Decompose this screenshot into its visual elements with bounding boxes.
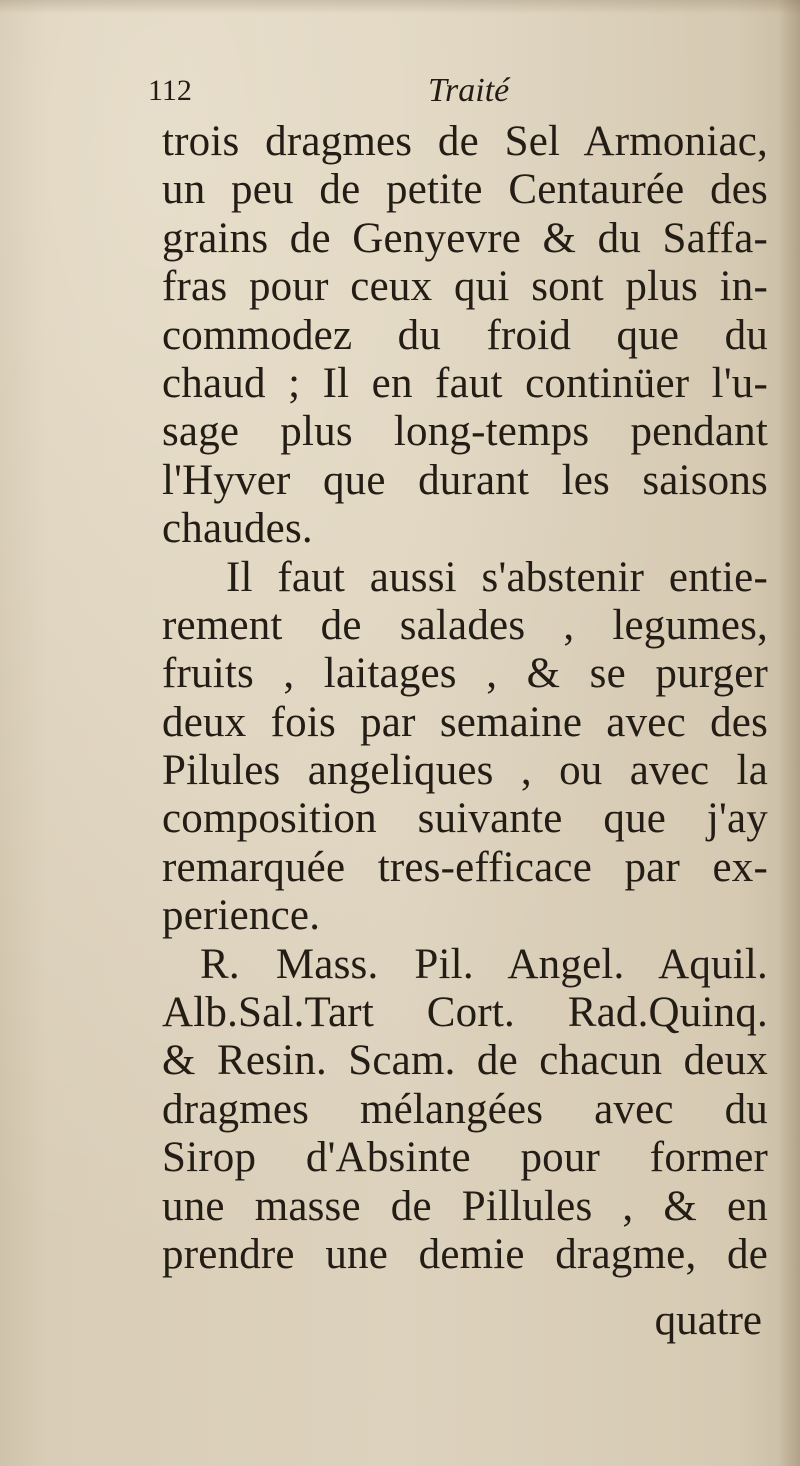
text-line: l'Hyver que durant les saisons <box>162 456 768 504</box>
text-line: perience. <box>162 892 321 940</box>
text-line: & Resin. Scam. de chacun deux <box>162 1037 768 1085</box>
text-line: composition suivante que j'ay <box>162 795 768 843</box>
catchword: quatre <box>654 1297 762 1344</box>
page-edge-shadow-right <box>778 0 800 1466</box>
text-line: fruits , laitages , & se purger <box>162 650 768 698</box>
running-title: Traité <box>428 72 510 109</box>
text-line: chaudes. <box>162 505 313 553</box>
text-line: remarquée tres-efficace par ex- <box>162 843 768 891</box>
recipe-start-line: R. Mass. Pil. Angel. Aquil. <box>200 940 768 988</box>
text-line: rement de salades , legumes, <box>162 601 768 649</box>
text-line: chaud ; Il en faut continüer l'u- <box>162 359 768 407</box>
page-edge-shadow-top <box>0 0 800 14</box>
text-line: Alb.Sal.Tart Cort. Rad.Quinq. <box>162 989 768 1037</box>
text-line: Pilules angeliques , ou avec la <box>162 747 768 795</box>
text-line: prendre une demie dragme, de <box>162 1230 768 1278</box>
text-line: commodez du froid que du <box>162 311 768 359</box>
running-head <box>148 74 768 114</box>
text-line: dragmes mélangées avec du <box>162 1085 768 1133</box>
text-line: grains de Genyevre & du Saffa- <box>162 214 768 262</box>
paragraph-start-line: Il faut aussi s'abstenir entie- <box>226 553 768 601</box>
text-line: fras pour ceux qui sont plus in- <box>162 263 768 311</box>
page-number: 112 <box>148 74 192 107</box>
text-line: un peu de petite Centaurée des <box>162 166 768 214</box>
text-line: sage plus long-temps pendant <box>162 408 768 456</box>
body-text <box>162 118 768 1279</box>
text-line: Sirop d'Absinte pour former <box>162 1134 768 1182</box>
text-line: deux fois par semaine avec des <box>162 698 768 746</box>
text-line: une masse de Pillules , & en <box>162 1182 768 1230</box>
text-line: trois dragmes de Sel Armoniac, <box>162 118 768 165</box>
